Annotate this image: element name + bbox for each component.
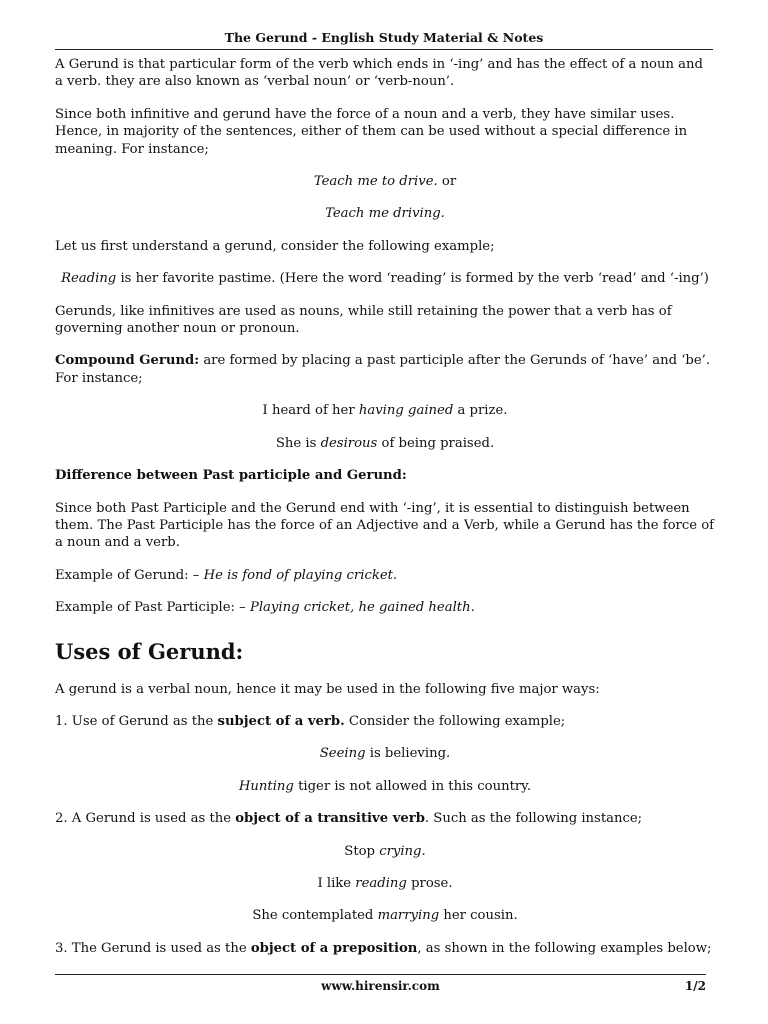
- example-text: is believing.: [365, 746, 451, 762]
- example-text: She contemplated: [252, 908, 378, 924]
- example-text: Stop: [344, 843, 380, 859]
- example-teach-drive: [55, 173, 715, 190]
- example-text: a prize.: [453, 403, 508, 419]
- compound-gerund-term: Compound Gerund:: [55, 353, 200, 369]
- example-text: Example of Gerund: –: [55, 567, 204, 583]
- example-having-gained: [55, 402, 715, 419]
- example-italic: desirous: [320, 435, 378, 451]
- example-hunting: [55, 778, 715, 795]
- example-italic: having gained: [358, 403, 454, 419]
- example-text: is her favorite pastime. (Here the word ‘reading’ is formed by the verb ‘read’ and ‘-ing’): [116, 271, 709, 287]
- use-2-object: [55, 810, 715, 827]
- example-italic: Teach me to drive.: [313, 174, 438, 190]
- use-text: , as shown in the following examples below;: [417, 940, 712, 956]
- example-italic: crying: [379, 843, 422, 859]
- uses-heading: Uses of Gerund:: [55, 638, 244, 664]
- compound-gerund-paragraph: [55, 352, 715, 387]
- document-body: [55, 56, 715, 972]
- example-italic: reading: [355, 875, 407, 891]
- uses-intro: A gerund is a verbal noun, hence it may be used in the following five major ways:: [55, 681, 600, 697]
- page-header: [55, 29, 713, 50]
- example-text: tiger is not allowed in this country.: [293, 778, 532, 794]
- difference-paragraph: Since both Past Participle and the Gerund end with ‘-ing’, it is essential to distinguish between them. The Past Participle has the force of an Adjective and a Verb, while a Gerund has the force of a noun and a verb.: [55, 500, 715, 551]
- example-text: her cousin.: [439, 908, 518, 924]
- use-text: 2. A Gerund is used as the: [55, 811, 236, 827]
- example-crying: [55, 843, 715, 860]
- example-italic: Reading: [61, 271, 117, 287]
- example-italic: Teach me driving.: [325, 206, 445, 222]
- example-text: of being praised.: [377, 435, 495, 451]
- use-text: Consider the following example;: [344, 713, 566, 729]
- understand-paragraph: Let us first understand a gerund, consider the following example;: [55, 238, 495, 254]
- use-text: 1. Use of Gerund as the: [55, 713, 218, 729]
- difference-heading-text: Difference between Past participle and Gerund:: [55, 468, 407, 484]
- use-text: 3. The Gerund is used as the: [55, 940, 251, 956]
- use-term: object of a preposition: [250, 940, 418, 956]
- example-teach-driving: [55, 205, 715, 222]
- infinitive-paragraph: Since both infinitive and gerund have the force of a noun and a verb, they have similar uses. Hence, in majority of the sentences, either of them can be used without a special difference in meaning. For instance;: [55, 106, 688, 157]
- example-participle-line: [55, 599, 715, 616]
- example-text: or: [437, 174, 457, 190]
- difference-heading: [55, 467, 715, 484]
- use-term: subject of a verb.: [217, 713, 345, 729]
- example-text: prose.: [406, 875, 453, 891]
- example-text: I heard of her: [262, 403, 359, 419]
- example-italic: He is fond of playing cricket.: [203, 567, 398, 583]
- example-italic: marrying: [377, 908, 440, 924]
- footer-site-link[interactable]: www.hirensir.com: [321, 979, 440, 993]
- definition-paragraph: A Gerund is that particular form of the verb which ends in ‘-ing’ and has the effect of a noun and a verb. they are also known as ‘verbal noun’ or ‘verb-noun’.: [55, 57, 703, 90]
- use-3-preposition: [55, 940, 715, 957]
- page-footer: [55, 974, 706, 993]
- use-term: object of a transitive verb: [235, 811, 425, 827]
- example-gerund-line: [55, 567, 715, 584]
- example-text: She is: [275, 435, 321, 451]
- example-text: .: [421, 843, 426, 859]
- example-reading-prose: [55, 875, 715, 892]
- example-desirous: [55, 435, 715, 452]
- example-italic: Hunting: [238, 778, 294, 794]
- example-italic: Playing cricket, he gained health.: [249, 600, 475, 616]
- gerunds-nouns-paragraph: Gerunds, like infinitives are used as nouns, while still retaining the power that a verb has of governing another noun or pronoun.: [55, 303, 672, 337]
- use-1-subject: [55, 713, 715, 730]
- example-text: I like: [317, 875, 356, 891]
- header-title: The Gerund - English Study Material & Notes: [224, 30, 544, 45]
- example-seeing: [55, 745, 715, 762]
- use-text: . Such as the following instance;: [424, 811, 643, 827]
- example-marrying: [55, 907, 715, 924]
- example-text: Example of Past Participle: –: [55, 600, 250, 616]
- example-reading: [55, 270, 715, 287]
- example-italic: Seeing: [319, 746, 366, 762]
- page-number: 1/2: [684, 979, 706, 993]
- compound-gerund-text: are formed by placing a past participle after the Gerunds of ‘have’ and ‘be’. For instance;: [55, 353, 711, 386]
